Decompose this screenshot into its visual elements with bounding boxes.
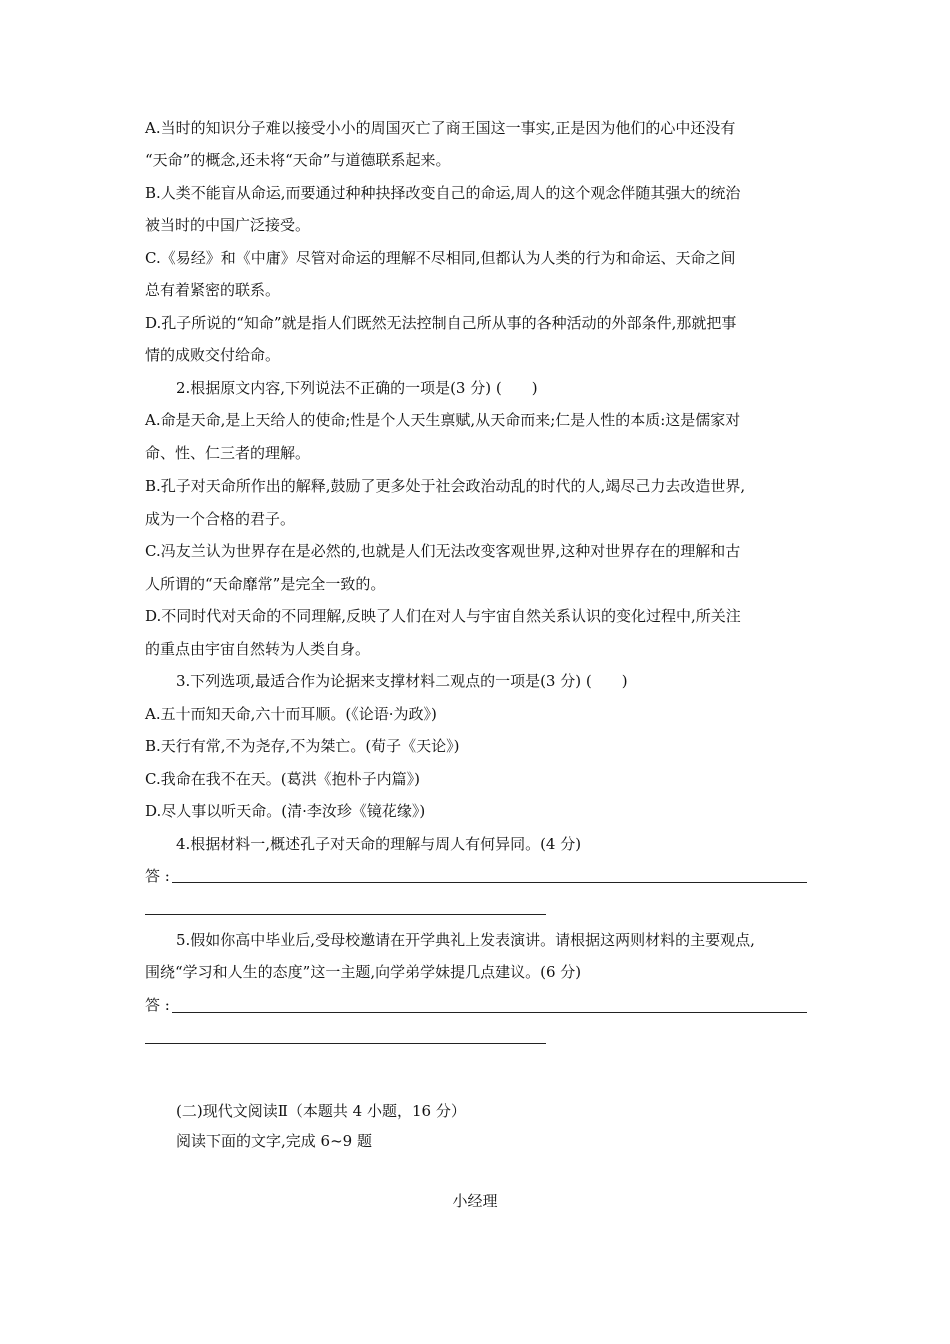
q1-option-c-line2: 总有着紧密的联系。 — [145, 281, 281, 299]
q1-option-d-line2: 情的成败交付给命。 — [145, 346, 281, 364]
q1-option-c-line1: C.《易经》和《中庸》尽管对命运的理解不尽相同,但都认为人类的行为和命运、天命之间 — [145, 249, 736, 267]
q1-option-a-line2: “天命”的概念,还未将“天命”与道德联系起来。 — [145, 151, 451, 169]
q1-option-a-line1: A.当时的知识分子难以接受小小的周国灭亡了商王国这一事实,正是因为他们的心中还没有 — [145, 119, 736, 137]
q1-option-b-line1: B.人类不能盲从命运,而要通过种种抉择改变自己的命运,周人的这个观念伴随其强大的统治 — [145, 184, 741, 202]
story-title: 小经理 — [452, 1192, 498, 1210]
q3-stem: 3.下列选项,最适合作为论据来支撑材料二观点的一项是(3 分) ( ) — [176, 672, 628, 690]
q4-answer-line-1[interactable] — [172, 882, 807, 883]
q3-option-b: B.天行有常,不为尧存,不为桀亡。(荀子《天论》) — [145, 737, 460, 755]
q1-option-d-line1: D.孔子所说的“知命”就是指人们既然无法控制自己所从事的各种活动的外部条件,那就把事 — [145, 314, 737, 332]
q5-stem-line2: 围绕“学习和人生的态度”这一主题,向学弟学妹提几点建议。(6 分) — [145, 963, 582, 981]
q1-option-b-line2: 被当时的中国广泛接受。 — [145, 216, 311, 234]
q2-option-b-line1: B.孔子对天命所作出的解释,鼓励了更多处于社会政治动乱的时代的人,竭尽己力去改造世界, — [145, 477, 746, 495]
q2-option-d-line1: D.不同时代对天命的不同理解,反映了人们在对人与宇宙自然关系认识的变化过程中,所关注 — [145, 607, 741, 625]
section2-instruction: 阅读下面的文字,完成 6~9 题 — [176, 1132, 372, 1150]
q5-answer-label: 答 : — [145, 996, 170, 1014]
q2-option-a-line1: A.命是天命,是上天给人的使命;性是个人天生禀赋,从天命而来;仁是人性的本质:这是儒家对 — [145, 411, 741, 429]
q2-stem: 2.根据原文内容,下列说法不正确的一项是(3 分) ( ) — [176, 379, 538, 397]
q5-stem-line1: 5.假如你高中毕业后,受母校邀请在开学典礼上发表演讲。请根据这两则材料的主要观点, — [176, 931, 755, 949]
q4-answer-line-2[interactable] — [145, 914, 546, 915]
q3-option-c: C.我命在我不在天。(葛洪《抱朴子内篇》) — [145, 770, 420, 788]
q4-answer-label: 答 : — [145, 867, 170, 885]
q3-option-a: A.五十而知天命,六十而耳顺。(《论语·为政》) — [145, 705, 437, 723]
section2-heading: (二)现代文阅读Ⅱ（本题共 4 小题，16 分） — [176, 1102, 466, 1120]
q2-option-c-line2: 人所谓的“天命靡常”是完全一致的。 — [145, 575, 386, 593]
q2-option-b-line2: 成为一个合格的君子。 — [145, 510, 296, 528]
q2-option-a-line2: 命、性、仁三者的理解。 — [145, 444, 311, 462]
q2-option-c-line1: C.冯友兰认为世界存在是必然的,也就是人们无法改变客观世界,这种对世界存在的理解和古 — [145, 542, 741, 560]
q5-answer-line-1[interactable] — [172, 1012, 807, 1013]
q5-answer-line-2[interactable] — [145, 1043, 546, 1044]
q4-stem: 4.根据材料一,概述孔子对天命的理解与周人有何异同。(4 分) — [176, 835, 582, 853]
q2-option-d-line2: 的重点由宇宙自然转为人类自身。 — [145, 640, 371, 658]
q3-option-d: D.尽人事以听天命。(清·李汝珍《镜花缘》) — [145, 802, 426, 820]
